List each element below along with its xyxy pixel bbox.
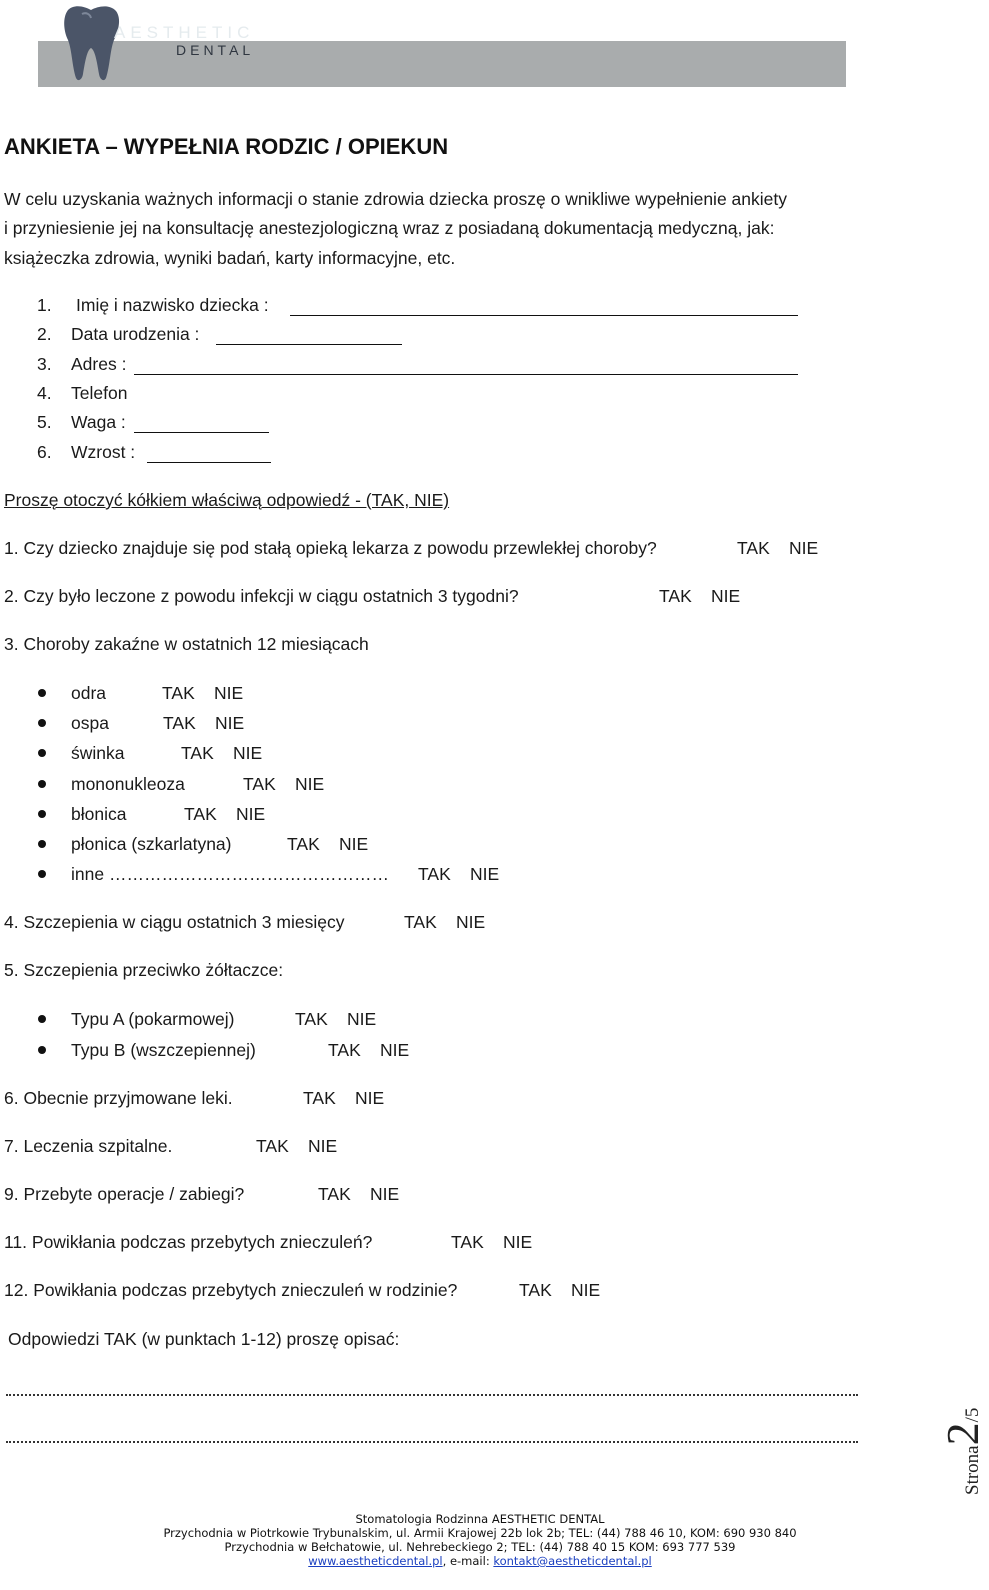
q7-no[interactable]: NIE: [308, 1136, 338, 1156]
bullet: [38, 719, 46, 727]
footer-address-belchatow: Przychodnia w Bełchatowie, ul. Nehrebeckiego 2; TEL: (44) 788 40 15 KOM: 693 777 539: [224, 1540, 736, 1554]
bullet: [38, 1015, 46, 1023]
website-link[interactable]: www.aestheticdental.pl: [308, 1554, 443, 1568]
q9-yes[interactable]: TAK: [318, 1184, 351, 1204]
question-9: 9. Przebyte operacje / zabiegi?: [4, 1184, 245, 1204]
answer-line-2[interactable]: [6, 1441, 858, 1443]
q11-no[interactable]: NIE: [503, 1232, 533, 1252]
q2-yes[interactable]: TAK: [659, 586, 692, 606]
birth-date-field[interactable]: [216, 326, 402, 345]
q3-other-yes[interactable]: TAK: [418, 864, 451, 884]
footer-clinic-name: Stomatologia Rodzinna AESTHETIC DENTAL: [355, 1512, 605, 1526]
page-word: Strona: [962, 1445, 983, 1495]
bullet: [38, 1046, 46, 1054]
footer-contact: [0, 1554, 960, 1568]
q3-item-measles: odra: [71, 683, 107, 703]
q12-yes[interactable]: TAK: [519, 1280, 552, 1300]
question-5: 5. Szczepienia przeciwko żółtaczce:: [4, 960, 284, 980]
intro-line-2: i przyniesienie jej na konsultację anestezjologiczną wraz z posiadaną dokumentacją medyczną, jak:: [4, 218, 775, 238]
field-label-birth-date: Data urodzenia :: [71, 324, 200, 344]
q4-yes[interactable]: TAK: [404, 912, 437, 932]
page-number-label: [936, 1408, 989, 1495]
intro-line-1: W celu uzyskania ważnych informacji o stanie zdrowia dziecka proszę o wnikliwe wypełnienie ankiety: [4, 189, 787, 209]
q2-no[interactable]: NIE: [711, 586, 741, 606]
question-2: 2. Czy było leczone z powodu infekcji w ciągu ostatnich 3 tygodni?: [4, 586, 519, 606]
question-11: 11. Powikłania podczas przebytych znieczuleń?: [4, 1232, 373, 1252]
describe-instruction: Odpowiedzi TAK (w punktach 1-12) proszę opisać:: [8, 1329, 400, 1349]
q3-mononucleosis-yes[interactable]: TAK: [243, 774, 276, 794]
page-current: 2: [937, 1422, 988, 1446]
field-label-phone: Telefon: [71, 383, 128, 403]
q3-item-diphtheria: błonica: [71, 804, 127, 824]
q3-measles-yes[interactable]: TAK: [162, 683, 195, 703]
field-number-3: 3.: [37, 354, 52, 374]
q3-item-scarlet-fever: płonica (szkarlatyna): [71, 834, 232, 854]
q3-mumps-no[interactable]: NIE: [233, 743, 263, 763]
q5-item-type-b: Typu B (wszczepiennej): [71, 1040, 256, 1060]
intro-line-3: książeczka zdrowia, wyniki badań, karty informacyjne, etc.: [4, 248, 456, 268]
q6-yes[interactable]: TAK: [303, 1088, 336, 1108]
q11-yes[interactable]: TAK: [451, 1232, 484, 1252]
question-7: 7. Leczenia szpitalne.: [4, 1136, 173, 1156]
field-number-6: 6.: [37, 442, 52, 462]
q3-other-no[interactable]: NIE: [470, 864, 500, 884]
instruction-text: Proszę otoczyć kółkiem właściwą odpowiedź - (TAK, NIE): [4, 490, 450, 510]
height-field[interactable]: [147, 444, 271, 463]
field-number-5: 5.: [37, 412, 52, 432]
weight-field[interactable]: [134, 414, 269, 433]
field-number-2: 2.: [37, 324, 52, 344]
address-field[interactable]: [134, 356, 798, 375]
q1-yes[interactable]: TAK: [737, 538, 770, 558]
q6-no[interactable]: NIE: [355, 1088, 385, 1108]
q5-type-a-yes[interactable]: TAK: [295, 1009, 328, 1029]
bullet: [38, 689, 46, 697]
bullet: [38, 810, 46, 818]
q3-diphtheria-no[interactable]: NIE: [236, 804, 266, 824]
q1-no[interactable]: NIE: [789, 538, 819, 558]
bullet: [38, 870, 46, 878]
email-link[interactable]: kontakt@aestheticdental.pl: [493, 1554, 652, 1568]
child-name-field[interactable]: [290, 297, 798, 316]
bullet: [38, 840, 46, 848]
q5-type-a-no[interactable]: NIE: [347, 1009, 377, 1029]
header-band: [38, 41, 846, 87]
q3-scarlet-fever-yes[interactable]: TAK: [287, 834, 320, 854]
tooth-icon: [60, 4, 122, 82]
q3-item-chickenpox: ospa: [71, 713, 109, 733]
answer-line-1[interactable]: [6, 1394, 858, 1396]
field-number-4: 4.: [37, 383, 52, 403]
q3-chickenpox-no[interactable]: NIE: [215, 713, 245, 733]
page-total: /5: [962, 1407, 983, 1423]
bullet: [38, 749, 46, 757]
q5-type-b-yes[interactable]: TAK: [328, 1040, 361, 1060]
page-title: ANKIETA – WYPEŁNIA RODZIC / OPIEKUN: [4, 134, 449, 159]
email-prefix: , e-mail:: [442, 1554, 494, 1568]
q3-measles-no[interactable]: NIE: [214, 683, 244, 703]
q12-no[interactable]: NIE: [571, 1280, 601, 1300]
q5-type-b-no[interactable]: NIE: [380, 1040, 410, 1060]
field-label-address: Adres :: [71, 354, 127, 374]
logo-wordmark-top: AESTHETIC: [114, 23, 255, 42]
question-1: 1. Czy dziecko znajduje się pod stałą opieką lekarza z powodu przewlekłej choroby?: [4, 538, 657, 558]
field-number-1: 1.: [37, 295, 52, 315]
q3-diphtheria-yes[interactable]: TAK: [184, 804, 217, 824]
q3-item-mononucleosis: mononukleoza: [71, 774, 185, 794]
logo-wordmark-bottom: DENTAL: [176, 42, 255, 58]
q3-scarlet-fever-no[interactable]: NIE: [339, 834, 369, 854]
bullet: [38, 780, 46, 788]
footer-address-piotrkow: Przychodnia w Piotrkowie Trybunalskim, ul. Armii Krajowej 22b lok 2b; TEL: (44) 788 46 10, KOM: 690 930 840: [163, 1526, 797, 1540]
question-4: 4. Szczepienia w ciągu ostatnich 3 miesięcy: [4, 912, 345, 932]
field-label-weight: Waga :: [71, 412, 126, 432]
q3-mononucleosis-no[interactable]: NIE: [295, 774, 325, 794]
q4-no[interactable]: NIE: [456, 912, 486, 932]
question-12: 12. Powikłania podczas przebytych znieczuleń w rodzinie?: [4, 1280, 458, 1300]
field-label-height: Wzrost :: [71, 442, 136, 462]
question-6: 6. Obecnie przyjmowane leki.: [4, 1088, 233, 1108]
q5-item-type-a: Typu A (pokarmowej): [71, 1009, 235, 1029]
q9-no[interactable]: NIE: [370, 1184, 400, 1204]
q3-chickenpox-yes[interactable]: TAK: [163, 713, 196, 733]
field-label-child-name: Imię i nazwisko dziecka :: [76, 295, 269, 315]
question-3: 3. Choroby zakaźne w ostatnich 12 miesiącach: [4, 634, 369, 654]
q3-item-mumps: świnka: [71, 743, 125, 763]
q3-item-other: inne …………………………………………: [71, 864, 389, 884]
q3-mumps-yes[interactable]: TAK: [181, 743, 214, 763]
q7-yes[interactable]: TAK: [256, 1136, 289, 1156]
